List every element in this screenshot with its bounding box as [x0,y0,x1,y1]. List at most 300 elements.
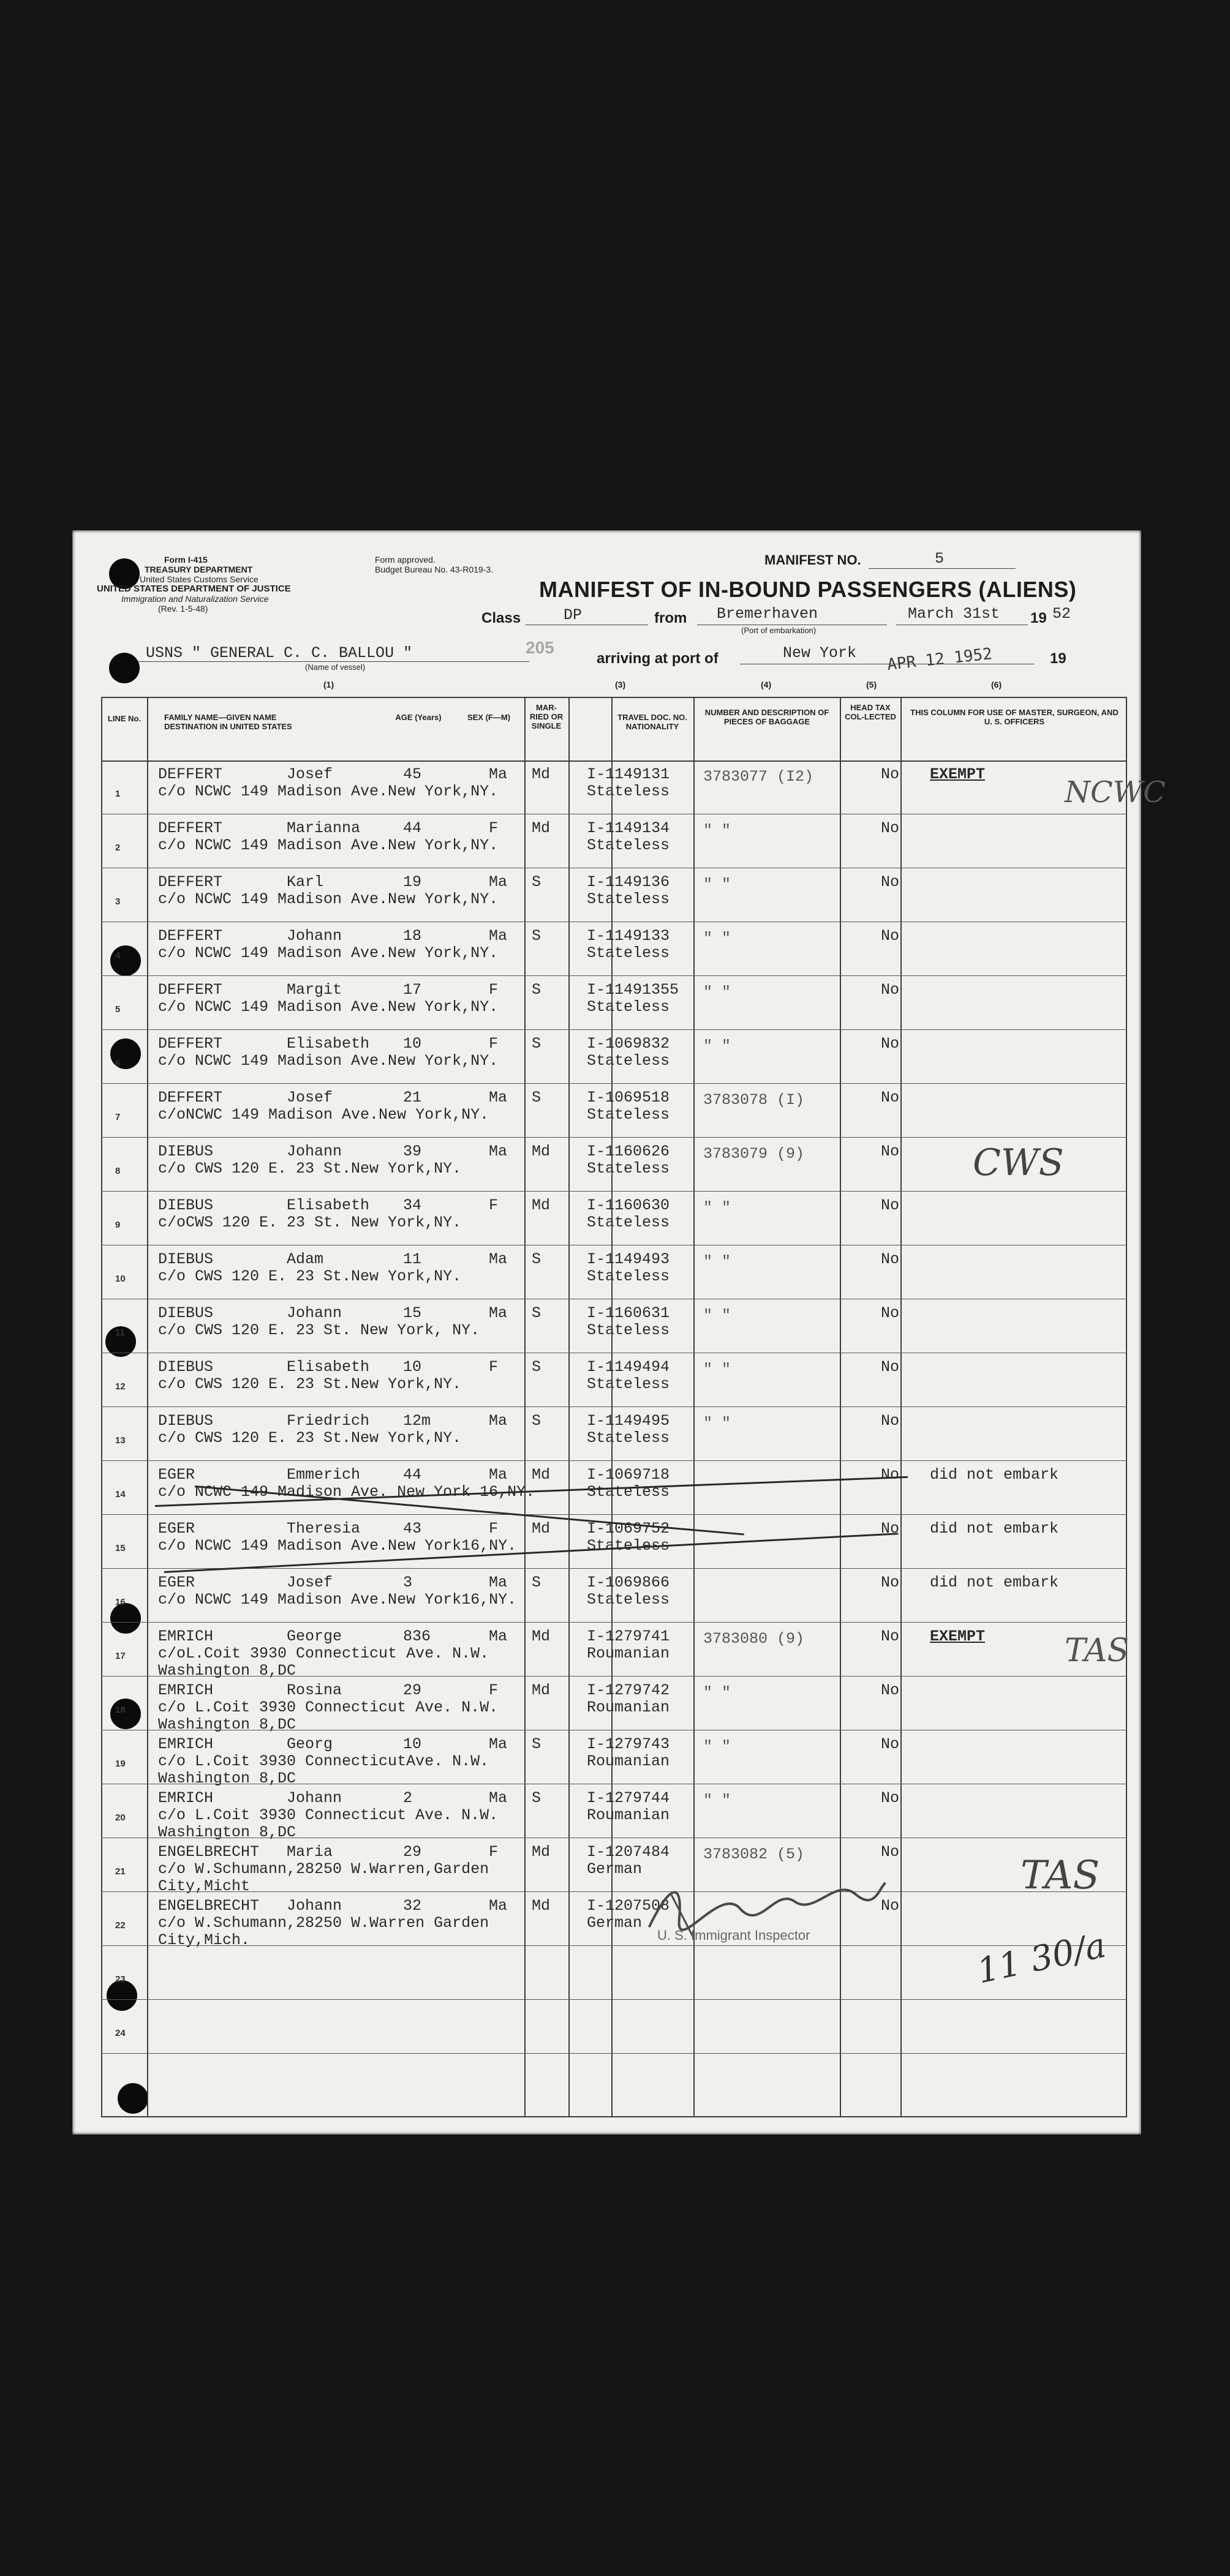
given-name: Margit [287,981,342,999]
sex: F [489,1358,499,1376]
nationality: German [587,1860,643,1878]
family-name: DEFFERT [158,981,223,999]
destination: c/o NCWC 149 Madison Ave.New York,NY. [158,783,499,800]
line-number: 11 [115,1327,125,1338]
officer-remark: did not embark [930,1520,1059,1538]
vessel-name: USNS " GENERAL C. C. BALLOU " [146,644,413,662]
header-sex: SEX (F—M) [467,713,511,722]
sex: F [489,819,499,837]
destination: c/o L.Coit 3930 ConnecticutAve. N.W. [158,1752,489,1770]
line-number: 21 [115,1866,126,1877]
given-name: Theresia [287,1520,361,1538]
given-name: Johann [287,927,342,945]
handwritten-tas-2: TAS [1021,1853,1100,1898]
travel-doc: I-1160630 [587,1196,670,1214]
destination: c/o NCWC 149 Madison Ave.New York,NY. [158,998,499,1016]
vessel-label: (Name of vessel) [305,663,366,672]
nationality: Stateless [587,1106,670,1124]
line-number: 22 [115,1920,126,1931]
marital-status: S [532,873,541,891]
age: 836 [403,1628,431,1645]
line-number: 16 [115,1597,126,1607]
vessel-underline [137,661,529,662]
head-tax: No [881,1358,900,1376]
baggage: 3783082 (5) [703,1846,805,1863]
family-name: DEFFERT [158,1089,223,1106]
sex: F [489,1196,499,1214]
sex: Ma [489,1574,508,1591]
age: 34 [403,1196,422,1214]
travel-doc: I-1069518 [587,1089,670,1106]
table-row [72,1677,1141,1733]
baggage: " " [703,1792,731,1809]
travel-doc: I-1069752 [587,1520,670,1538]
travel-doc: I-1149133 [587,927,670,945]
given-name: Johann [287,1143,342,1160]
head-tax: No [881,1196,900,1214]
table-row [72,760,1141,814]
given-name: George [287,1628,342,1645]
destination: c/o CWS 120 E. 23 St.New York,NY. [158,1375,462,1393]
age: 18 [403,927,422,945]
sex: Ma [489,1250,508,1268]
table-row [72,868,1141,922]
header-headtax: HEAD TAX COL-LECTED [845,703,896,721]
destination: c/o CWS 120 E. 23 St.New York,NY. [158,1267,462,1285]
family-name: DEFFERT [158,927,223,945]
header-age: AGE (Years) [395,713,442,722]
given-name: Elisabeth [287,1035,370,1053]
destination: c/o NCWC 149 Madison Ave.New York,NY. [158,890,499,908]
port-embark-label: (Port of embarkation) [741,626,817,635]
line-number: 3 [115,896,121,907]
age: 15 [403,1304,422,1322]
family-name: DEFFERT [158,765,223,783]
given-name: Georg [287,1735,333,1753]
destination: c/oL.Coit 3930 Connecticut Ave. N.W. [158,1645,489,1662]
age: 12m [403,1412,431,1430]
given-name: Johann [287,1897,342,1915]
class-value: DP [564,606,583,624]
head-tax: No [881,1466,900,1484]
line-number: 18 [115,1705,126,1715]
date-value: March 31st [908,605,1000,623]
table-row [72,1084,1141,1138]
family-name: DIEBUS [158,1304,214,1322]
customs-service: United States Customs Service [140,574,258,584]
age: 45 [403,765,422,783]
sex: Ma [489,1628,508,1645]
nationality: Roumanian [587,1752,670,1770]
sex: Ma [489,1143,508,1160]
line-number: 4 [115,950,121,961]
sex: F [489,1843,499,1861]
sex: Ma [489,927,508,945]
sex: F [489,981,499,999]
ins-service: Immigration and Naturalization Service [121,594,269,604]
baggage: " " [703,1037,731,1055]
travel-doc: I-1279742 [587,1681,670,1699]
age: 11 [403,1250,422,1268]
marital-status: Md [532,1681,551,1699]
marital-status: S [532,1735,541,1753]
destination: c/o NCWC 149 Madison Ave.New York,NY. [158,836,499,854]
given-name: Elisabeth [287,1358,370,1376]
marital-status: Md [532,819,551,837]
sex: Ma [489,873,508,891]
nationality: Stateless [587,783,670,800]
nationality: Stateless [587,944,670,962]
sex: F [489,1035,499,1053]
nationality: Stateless [587,890,670,908]
manifest-number: 5 [935,550,945,568]
family-name: EMRICH [158,1789,214,1807]
nationality: Stateless [587,1321,670,1339]
baggage: 3783079 (9) [703,1145,805,1163]
baggage: " " [703,1361,731,1378]
age: 44 [403,1466,422,1484]
line-number: 2 [115,843,121,853]
line-number: 1 [115,789,121,799]
age: 44 [403,819,422,837]
justice-dept: UNITED STATES DEPARTMENT OF JUSTICE [97,584,291,594]
handwritten-ncwc: NCWC [1065,775,1166,809]
destination: c/o CWS 120 E. 23 St. New York, NY. [158,1321,480,1339]
header-travel: TRAVEL DOC. NO. NATIONALITY [617,713,687,731]
age: 29 [403,1681,422,1699]
nationality: Roumanian [587,1645,670,1662]
family-name: ENGELBRECHT [158,1897,260,1915]
sex: F [489,1520,499,1538]
family-name: EGER [158,1520,195,1538]
baggage: " " [703,983,731,1001]
officer-remark: EXEMPT [930,1628,986,1645]
baggage: " " [703,1307,731,1324]
travel-doc: I-1160631 [587,1304,670,1322]
marital-status: S [532,1574,541,1591]
header-married: MAR-RIED OR SINGLE [529,703,564,730]
manifest-page [72,530,1166,2135]
head-tax: No [881,873,900,891]
nationality: Stateless [587,1537,670,1555]
family-name: DIEBUS [158,1358,214,1376]
baggage: " " [703,1684,731,1702]
line-number: 5 [115,1004,121,1015]
handwritten-total: 11 30/a [973,1925,1110,1992]
destination-line-2: Washington 8,DC [158,1823,296,1841]
marital-status: S [532,1089,541,1106]
travel-doc: I-1160626 [587,1143,670,1160]
marital-status: Md [532,1897,551,1915]
family-name: EGER [158,1574,195,1591]
line-number: 8 [115,1166,121,1176]
marital-status: Md [532,1520,551,1538]
family-name: EGER [158,1466,195,1484]
line-number: 13 [115,1435,126,1446]
destination: c/o NCWC 149 Madison Ave.New York,NY. [158,944,499,962]
line-number: 12 [115,1381,126,1392]
line-number: 6 [115,1058,121,1068]
header-officers: THIS COLUMN FOR USE OF MASTER, SURGEON, AND U. S. OFFICERS [910,708,1119,726]
destination: c/oCWS 120 E. 23 St. New York,NY. [158,1214,462,1231]
family-name: EMRICH [158,1681,214,1699]
nationality: German [587,1914,643,1932]
stamp-205: 205 [526,638,554,657]
age: 10 [403,1035,422,1053]
line-number: 15 [115,1543,126,1553]
table-row [72,1730,1141,1787]
destination: c/o NCWC 149 Madison Ave.New York16,NY. [158,1591,517,1609]
travel-doc: I-11491355 [587,981,679,999]
nationality: Stateless [587,998,670,1016]
head-tax: No [881,1304,900,1322]
marital-status: S [532,1358,541,1376]
line-number: 17 [115,1651,126,1661]
age: 3 [403,1574,413,1591]
header-baggage: NUMBER AND DESCRIPTION OF PIECES OF BAGGAGE [704,708,829,726]
sex: F [489,1681,499,1699]
arrival-port: New York [783,644,857,662]
destination-line-2: City,Micht [158,1877,251,1895]
baggage: " " [703,929,731,947]
travel-doc: I-1149131 [587,765,670,783]
arrival-year-prefix: 19 [1050,650,1066,667]
baggage: 3783080 (9) [703,1630,805,1648]
baggage: " " [703,1253,731,1271]
destination-line-2: Washington 8,DC [158,1716,296,1733]
age: 2 [403,1789,413,1807]
sex: Ma [489,765,508,783]
given-name: Elisabeth [287,1196,370,1214]
destination-line-2: City,Mich. [158,1931,251,1949]
age: 32 [403,1897,422,1915]
table-row [72,1353,1141,1407]
header-line-no: LINE No. [107,714,141,723]
family-name: DIEBUS [158,1143,214,1160]
handwritten-tas-1: TAS [1065,1632,1130,1669]
travel-doc: I-1279741 [587,1628,670,1645]
nationality: Stateless [587,836,670,854]
marital-status: S [532,1304,541,1322]
table-row [72,2000,1141,2054]
head-tax: No [881,1412,900,1430]
given-name: Johann [287,1304,342,1322]
travel-doc: I-1149493 [587,1250,670,1268]
nationality: Roumanian [587,1699,670,1716]
nationality: Stateless [587,1591,670,1609]
head-tax: No [881,1250,900,1268]
marital-status: S [532,981,541,999]
destination-line-2: Washington 8,DC [158,1662,296,1680]
head-tax: No [881,927,900,945]
head-tax: No [881,1143,900,1160]
nationality: Stateless [587,1375,670,1393]
age: 21 [403,1089,422,1106]
given-name: Josef [287,765,333,783]
sex: Ma [489,1089,508,1106]
destination: c/o NCWC 149 Madison Ave.New York,NY. [158,1052,499,1070]
year-prefix: 19 [1030,610,1047,626]
sex: Ma [489,1897,508,1915]
head-tax: No [881,1089,900,1106]
travel-doc: I-1207508 [587,1897,670,1915]
destination: c/o NCWC 149 Madison Ave. New York 16,NY. [158,1483,535,1501]
age: 29 [403,1843,422,1861]
head-tax: No [881,1789,900,1807]
sex: Ma [489,1466,508,1484]
travel-doc: I-1069718 [587,1466,670,1484]
form-number: Form I-415 [164,555,208,565]
given-name: Friedrich [287,1412,370,1430]
baggage: " " [703,822,731,839]
marital-status: Md [532,1196,551,1214]
arriving-label: arriving at port of [597,650,719,667]
given-name: Rosina [287,1681,342,1699]
inspector-label: U. S. Immigrant Inspector [657,1928,810,1943]
revision: (Rev. 1-5-48) [158,604,208,614]
baggage: " " [703,1738,731,1756]
given-name: Emmerich [287,1466,361,1484]
sex: Ma [489,1412,508,1430]
travel-doc: I-1069866 [587,1574,670,1591]
col-num-4: (4) [761,680,772,689]
line-number: 14 [115,1489,126,1500]
given-name: Marianna [287,819,361,837]
line-number: 23 [115,1974,126,1985]
travel-doc: I-1069832 [587,1035,670,1053]
marital-status: Md [532,1466,551,1484]
col-num-1: (1) [323,680,334,689]
table-row [72,1407,1141,1461]
head-tax: No [881,1574,900,1591]
handwritten-cws: CWS [973,1141,1064,1184]
travel-doc: I-1149134 [587,819,670,837]
nationality: Stateless [587,1052,670,1070]
given-name: Josef [287,1574,333,1591]
header-name: FAMILY NAME—GIVEN NAME DESTINATION IN UNITED STATES [164,713,292,731]
col-num-6: (6) [991,680,1002,689]
officer-remark: did not embark [930,1574,1059,1591]
arrival-date-stamp: APR 12 1952 [886,645,994,674]
col-num-5: (5) [866,680,877,689]
nationality: Roumanian [587,1806,670,1824]
travel-doc: I-1207484 [587,1843,670,1861]
given-name: Adam [287,1250,324,1268]
year-value: 52 [1052,605,1071,623]
travel-doc: I-1149494 [587,1358,670,1376]
table-row [72,1784,1141,1841]
marital-status: S [532,1250,541,1268]
family-name: DEFFERT [158,1035,223,1053]
given-name: Maria [287,1843,333,1861]
manifest-label: MANIFEST NO. [764,552,861,568]
age: 17 [403,981,422,999]
class-label: Class [481,610,521,626]
officer-remark: EXEMPT [930,765,986,783]
head-tax: No [881,981,900,999]
baggage: " " [703,1414,731,1432]
given-name: Johann [287,1789,342,1807]
age: 10 [403,1735,422,1753]
baggage: " " [703,876,731,893]
head-tax: No [881,1035,900,1053]
baggage: " " [703,1199,731,1217]
given-name: Karl [287,873,324,891]
marital-status: Md [532,765,551,783]
line-number: 20 [115,1812,126,1823]
head-tax: No [881,1681,900,1699]
nationality: Stateless [587,1429,670,1447]
age: 10 [403,1358,422,1376]
table-row [72,922,1141,976]
destination-line-2: Washington 8,DC [158,1770,296,1787]
destination: c/o L.Coit 3930 Connecticut Ave. N.W. [158,1806,499,1824]
line-number: 7 [115,1112,121,1122]
baggage: 3783077 (I2) [703,768,814,786]
marital-status: S [532,1789,541,1807]
table-row [72,1030,1141,1084]
destination: c/oNCWC 149 Madison Ave.New York,NY. [158,1106,489,1124]
age: 19 [403,873,422,891]
marital-status: S [532,1412,541,1430]
age: 39 [403,1143,422,1160]
officer-remark: did not embark [930,1466,1059,1484]
line-number: 10 [115,1274,126,1284]
marital-status: Md [532,1843,551,1861]
table-row [72,1838,1141,1895]
travel-doc: I-1149136 [587,873,670,891]
destination: c/o NCWC 149 Madison Ave.New York16,NY. [158,1537,517,1555]
table-row [72,1299,1141,1353]
sex: Ma [489,1735,508,1753]
nationality: Stateless [587,1160,670,1177]
table-row [72,1623,1141,1680]
punch-hole [109,653,140,683]
head-tax: No [881,819,900,837]
marital-status: S [532,1035,541,1053]
line-number: 19 [115,1759,126,1769]
from-value: Bremerhaven [717,605,818,623]
destination: c/o W.Schumann,28250 W.Warren Garden [158,1914,489,1932]
family-name: DIEBUS [158,1196,214,1214]
nationality: Stateless [587,1267,670,1285]
marital-status: Md [532,1143,551,1160]
sex: Ma [489,1304,508,1322]
table-row [72,1245,1141,1299]
baggage: 3783078 (I) [703,1091,805,1109]
table-row [72,976,1141,1030]
family-name: DIEBUS [158,1412,214,1430]
age: 43 [403,1520,422,1538]
travel-doc: I-1279743 [587,1735,670,1753]
family-name: EMRICH [158,1735,214,1753]
family-name: DIEBUS [158,1250,214,1268]
row-divider [101,2053,1127,2054]
sex: Ma [489,1789,508,1807]
family-name: DEFFERT [158,873,223,891]
travel-doc: I-1279744 [587,1789,670,1807]
family-name: ENGELBRECHT [158,1843,260,1861]
table-row [72,1569,1141,1623]
table-row [72,1892,1141,1949]
page-title: MANIFEST OF IN-BOUND PASSENGERS (ALIENS) [539,577,1077,602]
nationality: Stateless [587,1214,670,1231]
destination: c/o CWS 120 E. 23 St.New York,NY. [158,1160,462,1177]
given-name: Josef [287,1089,333,1106]
destination: c/o L.Coit 3930 Connecticut Ave. N.W. [158,1699,499,1716]
nationality: Stateless [587,1483,670,1501]
head-tax: No [881,1628,900,1645]
